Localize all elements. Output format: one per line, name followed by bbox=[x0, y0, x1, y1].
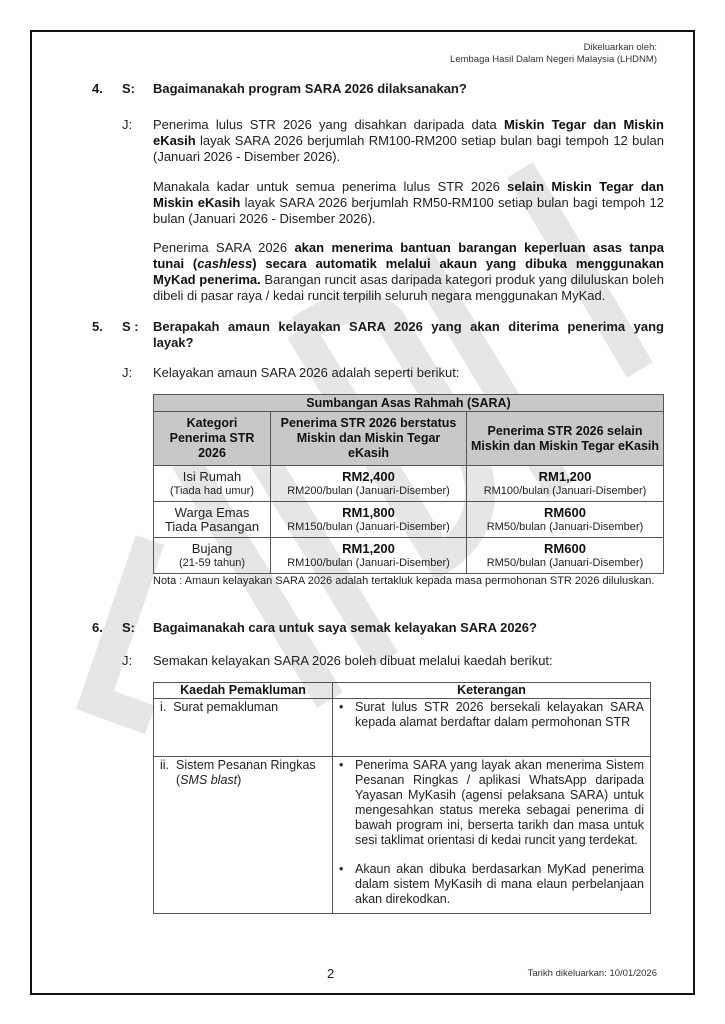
issued-by-label: Dikeluarkan oleh: bbox=[583, 42, 657, 53]
method-text: Sistem Pesanan Ringkas ( bbox=[176, 758, 316, 787]
answer-text: Kelayakan amaun SARA 2026 adalah seperti berikut: bbox=[153, 365, 460, 380]
amount: RM600 bbox=[544, 540, 586, 556]
page-number: 2 bbox=[327, 966, 335, 981]
table-row bbox=[154, 502, 664, 538]
issued-date: Tarikh dikeluarkan: 10/01/2026 bbox=[527, 968, 657, 979]
question-number: 4. bbox=[92, 81, 103, 96]
amount-cell bbox=[271, 502, 467, 538]
amount: RM1,200 bbox=[538, 468, 592, 484]
issuer-name: Lembaga Hasil Dalam Negeri Malaysia (LHDNM) bbox=[450, 54, 657, 65]
table-row bbox=[154, 466, 664, 502]
answer-label: J: bbox=[122, 117, 133, 132]
amount: RM600 bbox=[544, 504, 586, 520]
answer-text: Semakan kelayakan SARA 2026 boleh dibuat melalui kaedah berikut: bbox=[153, 653, 553, 668]
monthly-amount: RM50/bulan (Januari-Disember) bbox=[486, 520, 644, 533]
text: Barangan runcit asas daripada kategori produk yang diluluskan boleh dibeli di pasar raya / kedai runcit terpilih seluruh negara menggunakan MyKad. bbox=[153, 272, 664, 303]
method-cell bbox=[154, 757, 333, 914]
bullet-item bbox=[339, 862, 644, 907]
amount-cell bbox=[467, 466, 664, 502]
question-text: Bagaimanakah cara untuk saya semak kelayakan SARA 2026? bbox=[153, 620, 537, 635]
text: Penerima lulus STR 2026 yang disahkan daripada data bbox=[153, 117, 504, 132]
monthly-amount: RM50/bulan (Januari-Disember) bbox=[486, 556, 644, 569]
bold-text: Miskin Tegar dan Miskin eKasih bbox=[153, 117, 664, 148]
column-header: Kategori Penerima STR 2026 bbox=[154, 412, 271, 466]
bullet-item bbox=[339, 700, 644, 730]
italic-text: cashless bbox=[197, 256, 253, 271]
answer-paragraph bbox=[153, 240, 664, 304]
notification-method-table bbox=[153, 682, 651, 914]
method-text-end: ) bbox=[237, 773, 242, 787]
monthly-amount: RM100/bulan (Januari-Disember) bbox=[483, 484, 647, 497]
amount-cell bbox=[467, 538, 664, 574]
amount-cell bbox=[467, 502, 664, 538]
answer-label: J: bbox=[122, 365, 133, 380]
table-note: Nota : Amaun kelayakan SARA 2026 adalah tertakluk kepada masa permohonan STR 2026 diluluskan. bbox=[153, 575, 655, 587]
text: Manakala kadar untuk semua penerima lulus STR 2026 bbox=[153, 179, 508, 194]
question-label: S: bbox=[122, 620, 135, 635]
amount: RM1,800 bbox=[342, 504, 395, 520]
bullet-item bbox=[339, 758, 644, 848]
category-sub: Tiada Pasangan bbox=[164, 518, 260, 534]
answer-label: J: bbox=[122, 653, 133, 668]
category-cell bbox=[154, 466, 271, 502]
column-header: Keterangan bbox=[333, 683, 651, 699]
amount-cell bbox=[271, 466, 467, 502]
question-text: Bagaimanakah program SARA 2026 dilaksanakan? bbox=[153, 81, 467, 96]
text: layak SARA 2026 berjumlah RM100-RM200 setiap bulan bagi tempoh 12 bulan (Januari 2026 - Disember 2026). bbox=[153, 133, 664, 164]
table-row bbox=[154, 538, 664, 574]
bullet-text: Surat lulus STR 2026 bersekali kelayakan SARA kepada alamat berdaftar dalam permohonan STR bbox=[355, 700, 644, 729]
bold-text: ) secara automatik melalui akaun yang dibuka menggunakan MyKad penerima. bbox=[153, 256, 664, 287]
text: Penerima SARA 2026 bbox=[153, 240, 295, 255]
monthly-amount: RM100/bulan (Januari-Disember) bbox=[287, 556, 450, 569]
column-header: Penerima STR 2026 selain Miskin dan Miskin Tegar eKasih bbox=[467, 412, 664, 466]
bullet-icon: • bbox=[339, 758, 344, 772]
question-text: Berapakah amaun kelayakan SARA 2026 yang akan diterima penerima yang layak? bbox=[153, 319, 664, 350]
column-header: Kaedah Pemakluman bbox=[154, 683, 333, 699]
method-cell bbox=[154, 699, 333, 757]
column-header: Penerima STR 2026 berstatus Miskin dan Miskin Tegar eKasih bbox=[271, 412, 467, 466]
answer-paragraph bbox=[153, 179, 664, 227]
question-number: 5. bbox=[92, 319, 103, 334]
method-name: Surat pemakluman bbox=[173, 700, 279, 714]
method-italic: SMS blast bbox=[180, 773, 238, 787]
category-sub: (21-59 tahun) bbox=[178, 556, 246, 569]
table-row bbox=[154, 699, 651, 757]
question-number: 6. bbox=[92, 620, 103, 635]
category-sub: (Tiada had umur) bbox=[170, 484, 254, 497]
method-number: i. bbox=[160, 700, 167, 714]
question-label: S: bbox=[122, 81, 135, 96]
description-cell bbox=[333, 699, 651, 757]
bullet-icon: • bbox=[339, 700, 344, 714]
monthly-amount: RM150/bulan (Januari-Disember) bbox=[287, 520, 450, 533]
category: Warga Emas bbox=[174, 504, 250, 520]
amount-cell bbox=[271, 538, 467, 574]
question-label: S : bbox=[122, 319, 139, 334]
category-cell bbox=[154, 502, 271, 538]
sara-amount-table bbox=[153, 394, 664, 574]
category: Bujang bbox=[191, 540, 233, 556]
method-number: ii. bbox=[160, 758, 170, 772]
text: layak SARA 2026 berjumlah RM50-RM100 setiap bulan bagi tempoh 12 bulan (Januari 2026 - Disember 2026). bbox=[153, 195, 665, 226]
amount: RM2,400 bbox=[342, 468, 395, 484]
table-title: Sumbangan Asas Rahmah (SARA) bbox=[154, 395, 664, 412]
bullet-text: Penerima SARA yang layak akan menerima Sistem Pesanan Ringkas / aplikasi WhatsApp daripada Yayasan MyKasih (agensi pelaksana SARA) untuk mengesahkan status mereka sebagai penerima di bawah program ini, berserta tarikh dan masa untuk sesi taklimat orientasi di kedai runcit yang terdekat. bbox=[355, 758, 644, 847]
bold-text: akan menerima bantuan barangan keperluan asas tanpa tunai ( bbox=[153, 240, 664, 271]
method-name bbox=[176, 758, 326, 788]
monthly-amount: RM200/bulan (Januari-Disember) bbox=[287, 484, 450, 497]
issuer-block bbox=[450, 42, 657, 66]
answer-paragraph bbox=[153, 117, 664, 165]
bullet-text: Akaun akan dibuka berdasarkan MyKad penerima dalam sistem MyKasih di mana elaun perbelanjaan akan direkodkan. bbox=[355, 862, 644, 906]
category-cell bbox=[154, 538, 271, 574]
description-cell bbox=[333, 757, 651, 914]
bold-text: selain Miskin Tegar dan Miskin eKasih bbox=[153, 179, 664, 210]
amount: RM1,200 bbox=[342, 540, 395, 556]
category: Isi Rumah bbox=[182, 468, 242, 484]
table-row bbox=[154, 757, 651, 914]
bullet-icon: • bbox=[339, 862, 344, 876]
